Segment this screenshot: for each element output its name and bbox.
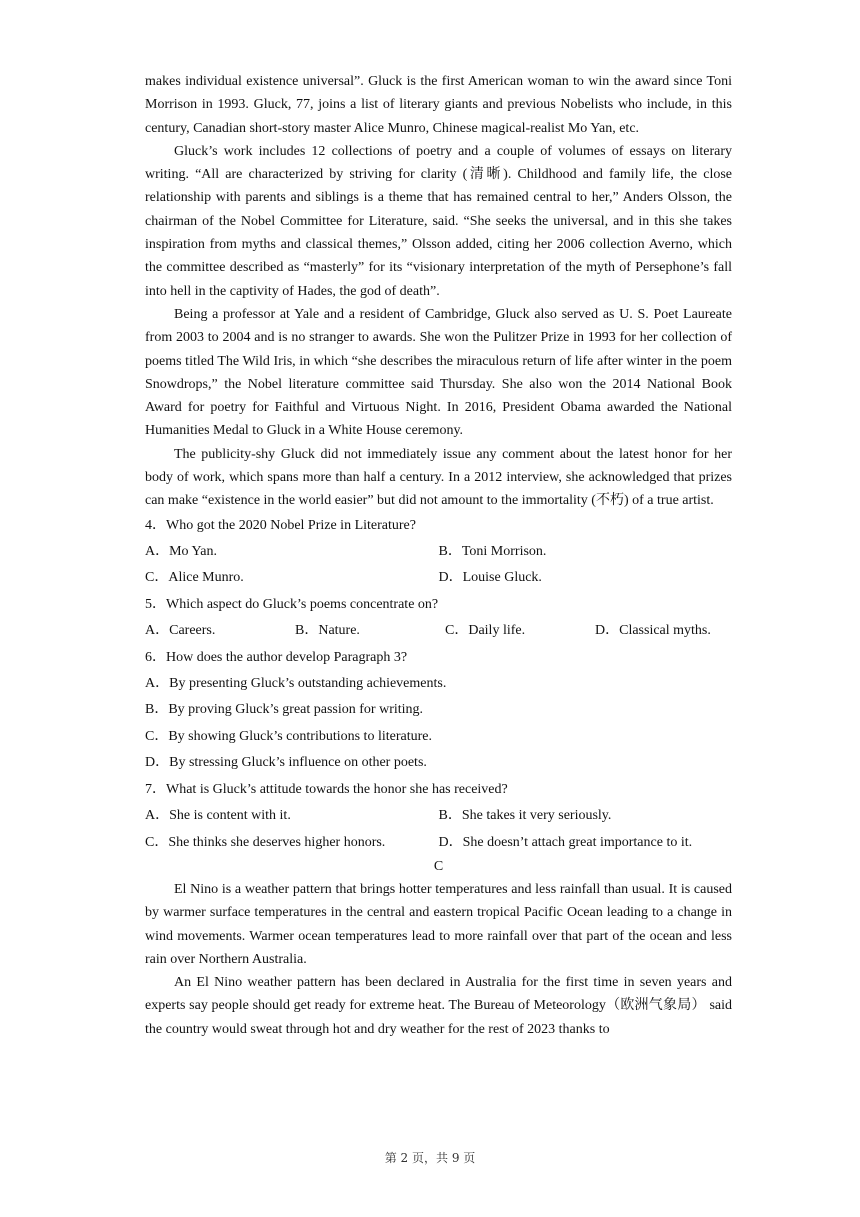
question-6-option-a: A．By presenting Gluck’s outstanding achievements. (145, 676, 447, 692)
question-7-options-row-2 (145, 830, 732, 856)
question-4-stem: 4．Who got the 2020 Nobel Prize in Literature? (145, 517, 416, 533)
passage-b-paragraph-1: makes individual existence universal”. Gluck is the first American woman to win the award since Toni Morrison in 1993. Gluck, 77, joins a list of literary giants and previous Nobelists who include, in this century, Canadian short-story master Alice Munro, Chinese magical-realist Mo Yan, etc. (145, 74, 732, 136)
section-label-c: C (433, 858, 444, 874)
question-4-option-b: B．Toni Morrison. (438, 544, 547, 560)
question-7-option-a: A．She is content with it. (145, 808, 291, 824)
passage-b-paragraph-4: The publicity-shy Gluck did not immediately issue any comment about the latest honor for her body of work, which spans more than half a century. In a 2012 interview, she acknowledged that prizes can make “existence in the world easier” but did not amount to the immortality (不朽) of a true artist. (145, 446, 732, 509)
question-4-options-row-1 (145, 539, 732, 565)
question-4-option-c: C．Alice Munro. (145, 570, 244, 586)
question-5-option-b: B．Nature. (295, 623, 360, 639)
question-5-option-a: A．Careers. (145, 623, 216, 639)
page-footer: 第 2 页，共 9 页 (384, 1151, 476, 1165)
passage-c-paragraph-2: An El Nino weather pattern has been declared in Australia for the first time in seven years and experts say people should get ready for extreme heat. The Bureau of Meteorology（欧洲气象局） said the country would sweat through hot and dry weather for the rest of 2023 thanks to (145, 975, 732, 1037)
question-4-options-row-2 (145, 565, 732, 591)
question-6-option-c: C．By showing Gluck’s contributions to literature. (145, 728, 432, 744)
question-5-stem: 5．Which aspect do Gluck’s poems concentrate on? (145, 596, 439, 612)
question-7-options-row-1 (145, 803, 732, 829)
question-7-option-c: C．She thinks she deserves higher honors. (145, 834, 386, 850)
question-6-option-d: D．By stressing Gluck’s influence on other poets. (145, 755, 427, 771)
passage-b-paragraph-3: Being a professor at Yale and a resident of Cambridge, Gluck also served as U. S. Poet Laureate from 2003 to 2004 and is no stranger to awards. She won the Pulitzer Prize in 1993 for her collection of poems titled The Wild Iris, in which “she describes the miraculous return of life after winter in the poem Snowdrops,” the Nobel literature committee said Thursday. She also won the 2014 National Book Award for poetry for Faithful and Virtuous Night. In 2016, President Obama awarded the National Humanities Medal to Gluck in a White House ceremony. (145, 306, 732, 439)
question-7-option-d: D．She doesn’t attach great importance to it. (438, 834, 693, 850)
question-6-option-b: B．By proving Gluck’s great passion for writing. (145, 702, 424, 718)
question-5-options (145, 618, 732, 644)
question-4-option-d: D．Louise Gluck. (438, 570, 542, 586)
question-5-option-c: C．Daily life. (445, 623, 526, 639)
passage-b-paragraph-2: Gluck’s work includes 12 collections of poetry and a couple of volumes of essays on literary writing. “All are characterized by striving for clarity (清晰). Childhood and family life, the close relationship with parents and siblings is a theme that has remained central to her,” Anders Olsson, the chairman of the Nobel Committee for Literature, said. “She seeks the universal, and in this she takes inspiration from myths and classical themes,” Olsson added, citing her 2006 collection Averno, which the committee described as “masterly” for its “visionary interpretation of the myth of Persephone’s fall into hell in the captivity of Hades, the god of death”. (145, 143, 732, 299)
question-6-stem: 6．How does the author develop Paragraph 3? (145, 649, 408, 665)
question-7-stem: 7．What is Gluck’s attitude towards the honor she has received? (145, 781, 508, 797)
passage-c-paragraph-1: El Nino is a weather pattern that brings hotter temperatures and less rainfall than usual. It is caused by warmer surface temperatures in the central and eastern tropical Pacific Ocean leading to a change in wind movements. Warmer ocean temperatures lead to more rainfall over that part of the ocean and less rain over Northern Australia. (145, 881, 732, 967)
question-5-option-d: D．Classical myths. (595, 623, 711, 639)
question-4-option-a: A．Mo Yan. (145, 544, 217, 560)
document-page (145, 70, 732, 1041)
question-7-option-b: B．She takes it very seriously. (438, 808, 612, 824)
